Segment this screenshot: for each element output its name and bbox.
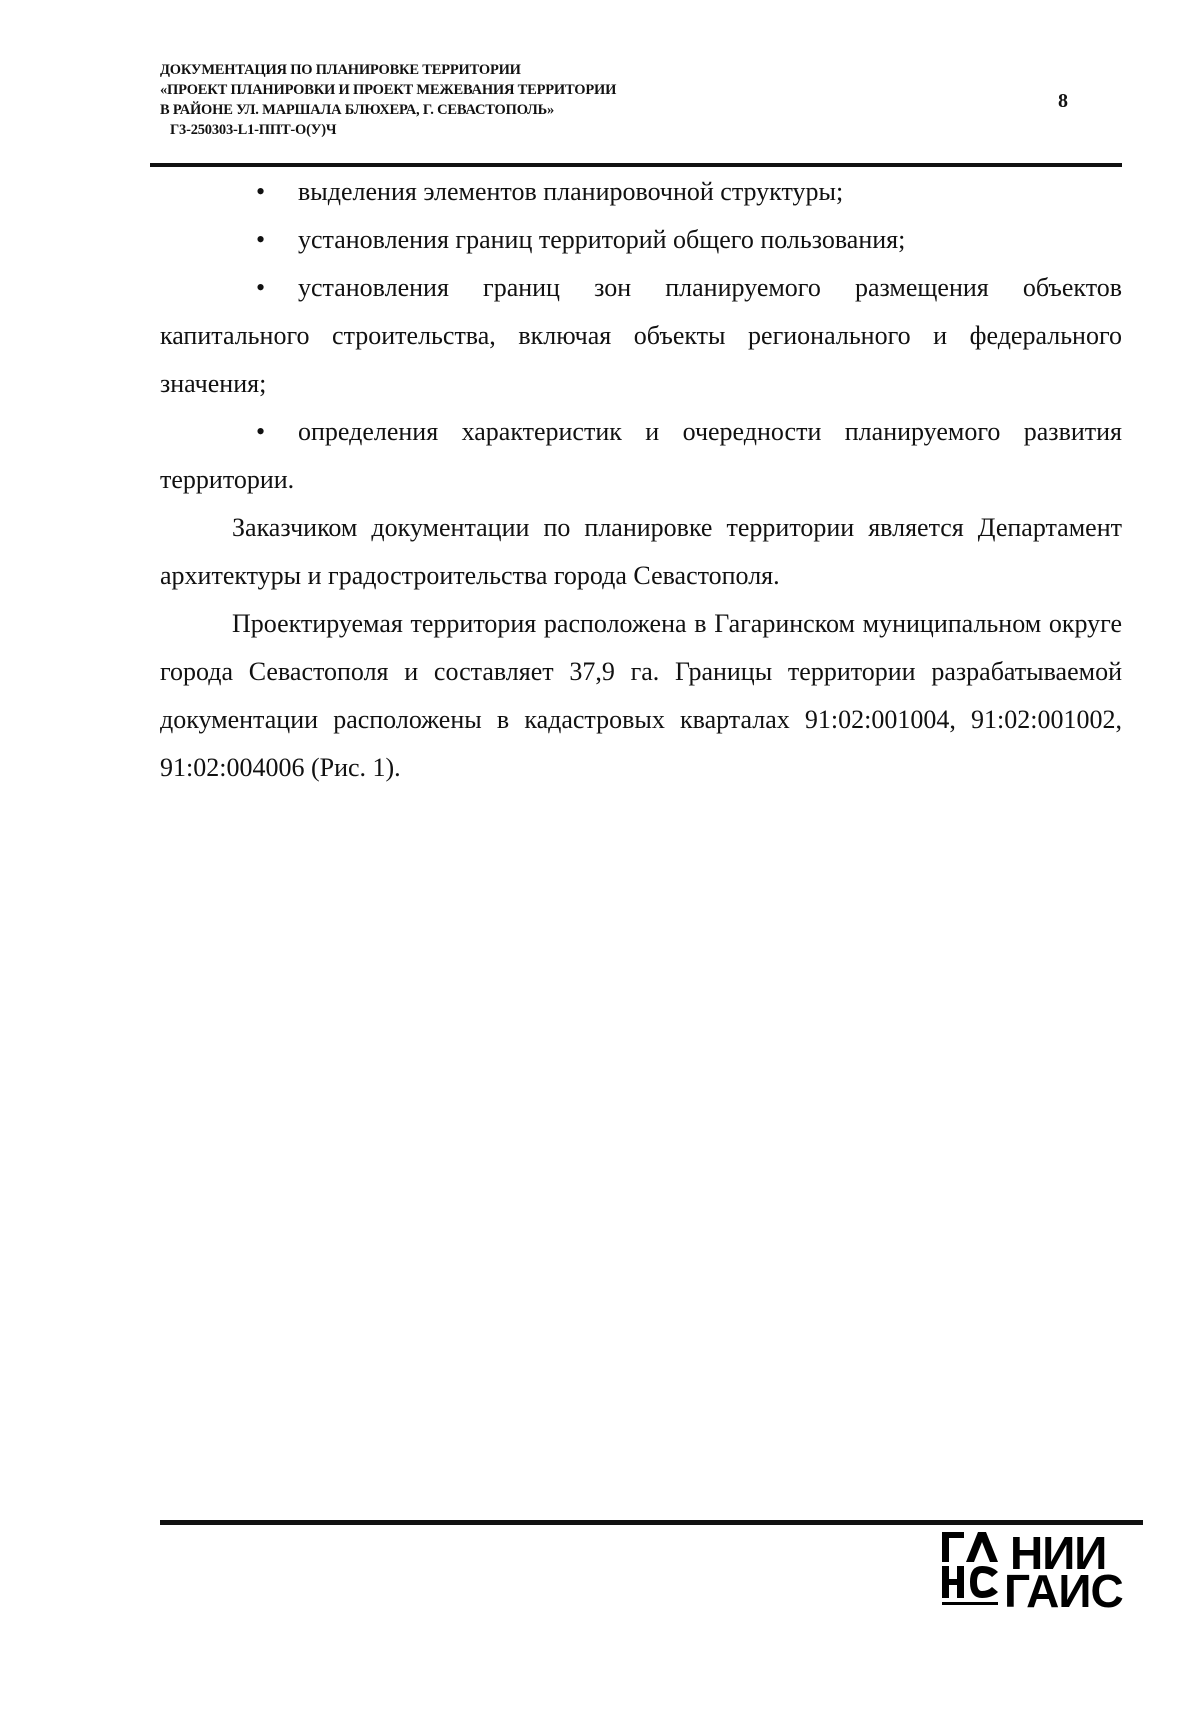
bullet-item-2: [160, 216, 1122, 264]
paragraph-customer: Заказчиком документации по планировке территории является Департамент архитектуры и градостроительства города Севастополя.: [160, 513, 1122, 590]
bullet-item-4: [160, 408, 1122, 504]
paragraph-territory: Проектируемая территория расположена в Гагаринском муниципальном округе города Севастополя и составляет 37,9 га. Границы территории разрабатываемой документации расположены в кадастровых кварталах 91:02:001004, 91:02:001002, 91:02:004006 (Рис. 1).: [160, 609, 1122, 782]
document-body: [160, 168, 1122, 792]
nii-gais-logo: [942, 1527, 1127, 1617]
logo-mark-icon: [942, 1528, 1002, 1608]
bullet-text: установления границ зон планируемого размещения объектов капитального строительства, включая объекты регионального и федерального значения;: [160, 273, 1122, 398]
bullet-item-1: [160, 168, 1122, 216]
bullet-dot: •: [256, 417, 266, 446]
header-line-2: «ПРОЕКТ ПЛАНИРОВКИ И ПРОЕКТ МЕЖЕВАНИЯ ТЕРРИТОРИИ: [160, 82, 617, 98]
bullet-text: выделения элементов планировочной структуры;: [298, 177, 844, 206]
document-code: Г3-250303-L1-ППТ-О(У)Ч: [170, 122, 337, 138]
bullet-text: установления границ территорий общего пользования;: [298, 225, 906, 254]
bullet-dot: •: [256, 177, 266, 206]
header-line-1: ДОКУМЕНТАЦИЯ ПО ПЛАНИРОВКЕ ТЕРРИТОРИИ: [160, 62, 521, 78]
header-line-3: В РАЙОНЕ УЛ. МАРШАЛА БЛЮХЕРА, Г. СЕВАСТОПОЛЬ»: [160, 102, 555, 118]
header-divider: [150, 163, 1122, 167]
document-header: [160, 60, 860, 140]
page-number: 8: [1058, 90, 1068, 112]
bullet-item-3: [160, 264, 1122, 408]
bullet-text: определения характеристик и очередности планируемого развития территории.: [160, 417, 1122, 494]
logo-text-nii: НИИ: [1010, 1527, 1107, 1579]
footer-divider: [160, 1520, 1143, 1525]
logo-text-gais: ГАИС: [1004, 1565, 1123, 1617]
bullet-dot: •: [256, 225, 266, 254]
bullet-dot: •: [256, 273, 266, 302]
